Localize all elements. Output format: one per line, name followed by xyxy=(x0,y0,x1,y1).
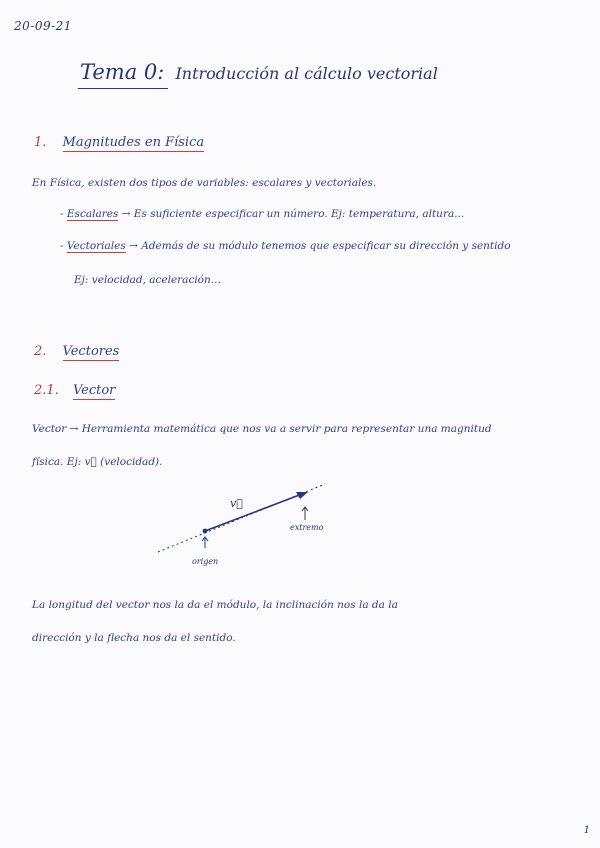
origin-label: origen xyxy=(192,557,219,566)
title-tema: Tema 0: xyxy=(80,60,165,84)
subsection-2-1-number: 2.1. xyxy=(34,383,59,398)
section-1-intro: En Física, existen dos tipos de variables: escalares y vectoriales. xyxy=(32,177,377,189)
vector-label: v⃗ xyxy=(230,497,243,510)
section-2-heading xyxy=(34,345,119,358)
page-title xyxy=(80,62,438,83)
origin-dot xyxy=(203,529,208,534)
vectoriales-rest: → Además de su módulo tenemos que especificar su dirección y sentido xyxy=(129,240,511,252)
title-rest: Introducción al cálculo vectorial xyxy=(175,64,438,83)
section-1-heading xyxy=(34,136,204,149)
escalares-line: - Escalares → Es suficiente especificar un número. Ej: temperatura, altura... xyxy=(60,208,465,220)
section-2-number: 2. xyxy=(34,344,47,359)
section-1-title: Magnitudes en Física xyxy=(62,135,205,150)
subsection-2-1-heading xyxy=(34,384,115,397)
section-1-number: 1. xyxy=(34,135,47,150)
escalares-term: Escalares xyxy=(66,208,119,220)
escalares-rest: → Es suficiente especificar un número. Ej: temperatura, altura... xyxy=(121,208,465,220)
vectoriales-term: Vectoriales xyxy=(66,240,126,252)
section-2-title: Vectores xyxy=(62,344,120,359)
closing-line-1: La longitud del vector nos la da el módulo, la inclinación nos la da la xyxy=(32,599,398,611)
page-number: 1 xyxy=(583,825,590,836)
vectoriales-example: Ej: velocidad, aceleración... xyxy=(74,274,221,286)
closing-line-2: dirección y la flecha nos da el sentido. xyxy=(32,632,236,644)
definition-line-2: física. Ej: v⃗ (velocidad). xyxy=(32,456,163,468)
vector-arrow xyxy=(205,494,302,531)
subsection-2-1-title: Vector xyxy=(72,383,116,398)
end-label: extremo xyxy=(290,523,324,532)
definition-line-1: Vector → Herramienta matemática que nos va a servir para representar una magnitud xyxy=(32,423,492,435)
title-underline xyxy=(78,88,168,89)
vectoriales-line: - Vectoriales → Además de su módulo tenemos que especificar su dirección y sentido xyxy=(60,240,511,252)
date: 20-09-21 xyxy=(14,19,72,33)
